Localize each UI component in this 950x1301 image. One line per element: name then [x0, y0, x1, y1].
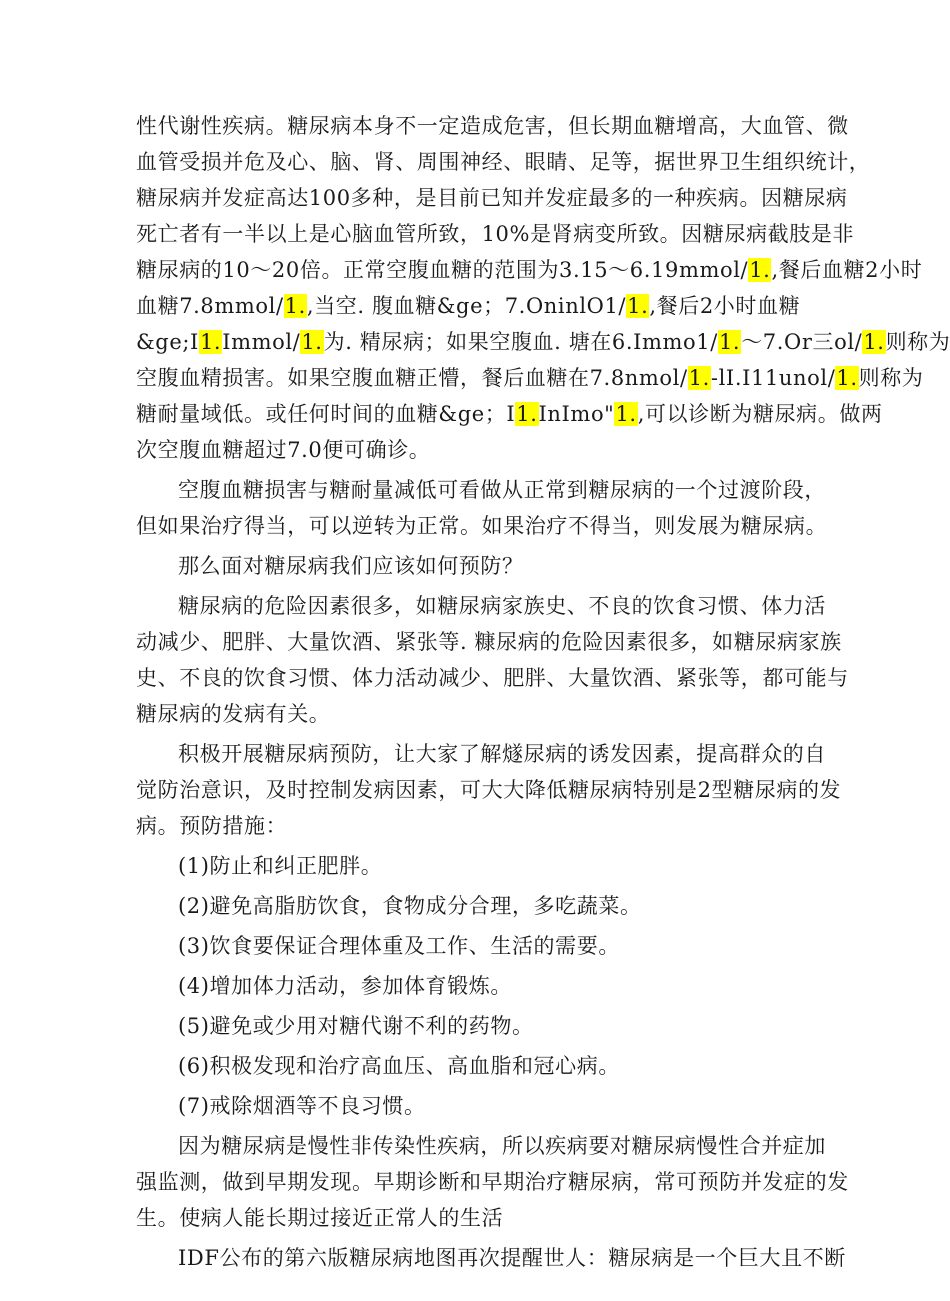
text-segment: 为. 精尿病；如果空腹血. 塘在6.Immo1/ [323, 330, 718, 354]
text-line [136, 1008, 796, 1044]
highlighted-text: 1. [718, 330, 741, 354]
text-line [136, 252, 923, 288]
text-segment: (1)防止和纠正肥胖。 [178, 854, 383, 878]
text-line [136, 360, 924, 396]
text-segment: 糖耐量域低。或任何时间的血糖&ge；I [136, 402, 516, 426]
highlighted-text: 1. [615, 402, 637, 426]
text-segment: &ge;I [136, 330, 199, 354]
text-line [136, 928, 796, 964]
text-segment: ,餐后血糖2小时 [771, 258, 923, 282]
text-segment: 但如果治疗得当，可以逆转为正常。如果治疗不得当，则发展为糖尿病。 [136, 514, 828, 538]
text-line [136, 624, 842, 660]
text-segment: 〜7.Or三ol/ [741, 330, 863, 354]
text-line [136, 772, 842, 808]
text-segment: ,当空. 腹血糖&ge；7.OninlO1/ [306, 294, 627, 318]
text-segment: (6)积极发现和治疗高血压、高血脂和冠心病。 [178, 1054, 620, 1078]
text-line [136, 180, 848, 216]
text-segment: 糖尿病的10〜20倍。正常空腹血糖的范围为3.15〜6.19mmol/ [136, 258, 749, 282]
paragraph [136, 848, 796, 884]
text-segment: Immol/ [222, 330, 301, 354]
text-segment: 生。使病人能长期过接近正常人的生活 [136, 1206, 504, 1230]
text-segment: 动减少、肥胖、大量饮酒、紧张等. 糠尿病的危险因素很多，如糖尿病家族 [136, 630, 842, 654]
text-line [136, 1048, 796, 1084]
paragraph [136, 472, 828, 544]
highlighted-text: 1. [301, 330, 323, 354]
text-line [136, 888, 796, 924]
text-segment: (5)避免或少用对糖代谢不利的药物。 [178, 1014, 534, 1038]
text-line [136, 588, 826, 624]
text-line [136, 396, 883, 432]
text-line [136, 288, 801, 324]
text-line [136, 432, 796, 468]
text-segment: 史、不良的饮食习惯、体力活动减少、肥胖、大量饮酒、紧张等，都可能与 [136, 666, 849, 690]
highlighted-text: 1. [836, 366, 858, 390]
paragraph [136, 1088, 796, 1124]
text-segment: 糖尿病的危险因素很多，如糖尿病家族史、不良的饮食习惯、体力活 [178, 594, 826, 618]
paragraph [136, 588, 849, 732]
text-line [136, 660, 849, 696]
text-segment: 次空腹血糖超过7.0便可确诊。 [136, 438, 431, 462]
highlighted-text: 1. [627, 294, 649, 318]
paragraph [136, 1240, 846, 1276]
text-line [136, 1164, 849, 1200]
paragraph [136, 888, 796, 924]
text-line [136, 472, 826, 508]
paragraph [136, 736, 842, 844]
highlighted-text: 1. [863, 330, 885, 354]
paragraph [136, 968, 796, 1004]
text-line [136, 1240, 846, 1276]
text-segment: InImo" [538, 402, 615, 426]
text-segment: 糖尿病并发症高达100多种，是目前已知并发症最多的一种疾病。因糖尿病 [136, 186, 848, 210]
paragraph [136, 1008, 796, 1044]
text-segment: 死亡者有一半以上是心脑血管所致，10%是肾病变所致。因糖尿病截肢是非 [136, 222, 855, 246]
text-segment: (3)饮食要保证合理体重及工作、生活的需要。 [178, 934, 620, 958]
text-segment: 则称为 [858, 366, 924, 390]
text-line [136, 324, 950, 360]
text-line [136, 108, 849, 144]
text-segment: 空腹血精损害。如果空腹血糖正懵，餐后血糖在7.8nmol/ [136, 366, 688, 390]
text-segment: 糖尿病的发病有关。 [136, 702, 331, 726]
highlighted-text: 1. [688, 366, 710, 390]
text-segment: ,餐后2小时血糖 [649, 294, 801, 318]
text-segment: 觉防治意识，及时控制发病因素，可大大降低糖尿病特别是2型糖尿病的发 [136, 778, 842, 802]
text-line [136, 1088, 796, 1124]
text-line [136, 1200, 796, 1236]
text-line [136, 968, 796, 1004]
text-line [136, 216, 855, 252]
paragraph [136, 928, 796, 964]
text-segment: 血管受损并危及心、脑、肾、周围神经、眼睛、足等，据世界卫生组织统计， [136, 150, 871, 174]
paragraph [136, 1128, 849, 1236]
text-segment: 则称为 [885, 330, 950, 354]
text-segment: 空腹血糖损害与糖耐量减低可看做从正常到糖尿病的一个过渡阶段， [178, 478, 826, 502]
highlighted-text: 1. [516, 402, 538, 426]
text-segment: IDF公布的第六版糖尿病地图再次提醒世人：糖尿病是一个巨大且不断 [178, 1246, 846, 1270]
text-segment: ,可以诊断为糖尿病。做两 [637, 402, 883, 426]
text-line [136, 848, 796, 884]
paragraph [136, 1048, 796, 1084]
text-segment: 那么面对糖尿病我们应该如何预防？ [178, 554, 524, 578]
text-segment: (2)避免高脂肪饮食，食物成分合理，多吃蔬菜。 [178, 894, 642, 918]
text-line [136, 144, 871, 180]
text-segment: (7)戒除烟酒等不良习惯。 [178, 1094, 426, 1118]
text-line [136, 696, 796, 732]
text-line [136, 808, 796, 844]
text-segment: 血糖7.8mmol/ [136, 294, 284, 318]
text-line [136, 508, 828, 544]
highlighted-text: 1. [199, 330, 222, 354]
text-line [136, 548, 796, 584]
highlighted-text: 1. [284, 294, 306, 318]
paragraph-gap [136, 1276, 796, 1280]
text-segment: 积极开展糖尿病预防，让大家了解燧尿病的诱发因素，提高群众的自 [178, 742, 826, 766]
text-segment: 强监测，做到早期发现。早期诊断和早期治疗糖尿病，常可预防并发症的发 [136, 1170, 849, 1194]
text-segment: (4)增加体力活动，参加体育锻炼。 [178, 974, 512, 998]
text-line [136, 736, 826, 772]
text-line [136, 1128, 826, 1164]
text-segment: 因为糖尿病是慢性非传染性疾病，所以疾病要对糖尿病慢性合并症加 [178, 1134, 826, 1158]
highlighted-text: 1. [749, 258, 771, 282]
text-segment: 病。预防措施： [136, 814, 288, 838]
paragraph [136, 548, 796, 584]
text-segment: -lI.I11unol/ [710, 366, 836, 390]
text-segment: 性代谢性疾病。糖尿病本身不一定造成危害，但长期血糖增高，大血管、微 [136, 114, 849, 138]
paragraph [136, 108, 950, 468]
document-body [136, 108, 950, 1280]
